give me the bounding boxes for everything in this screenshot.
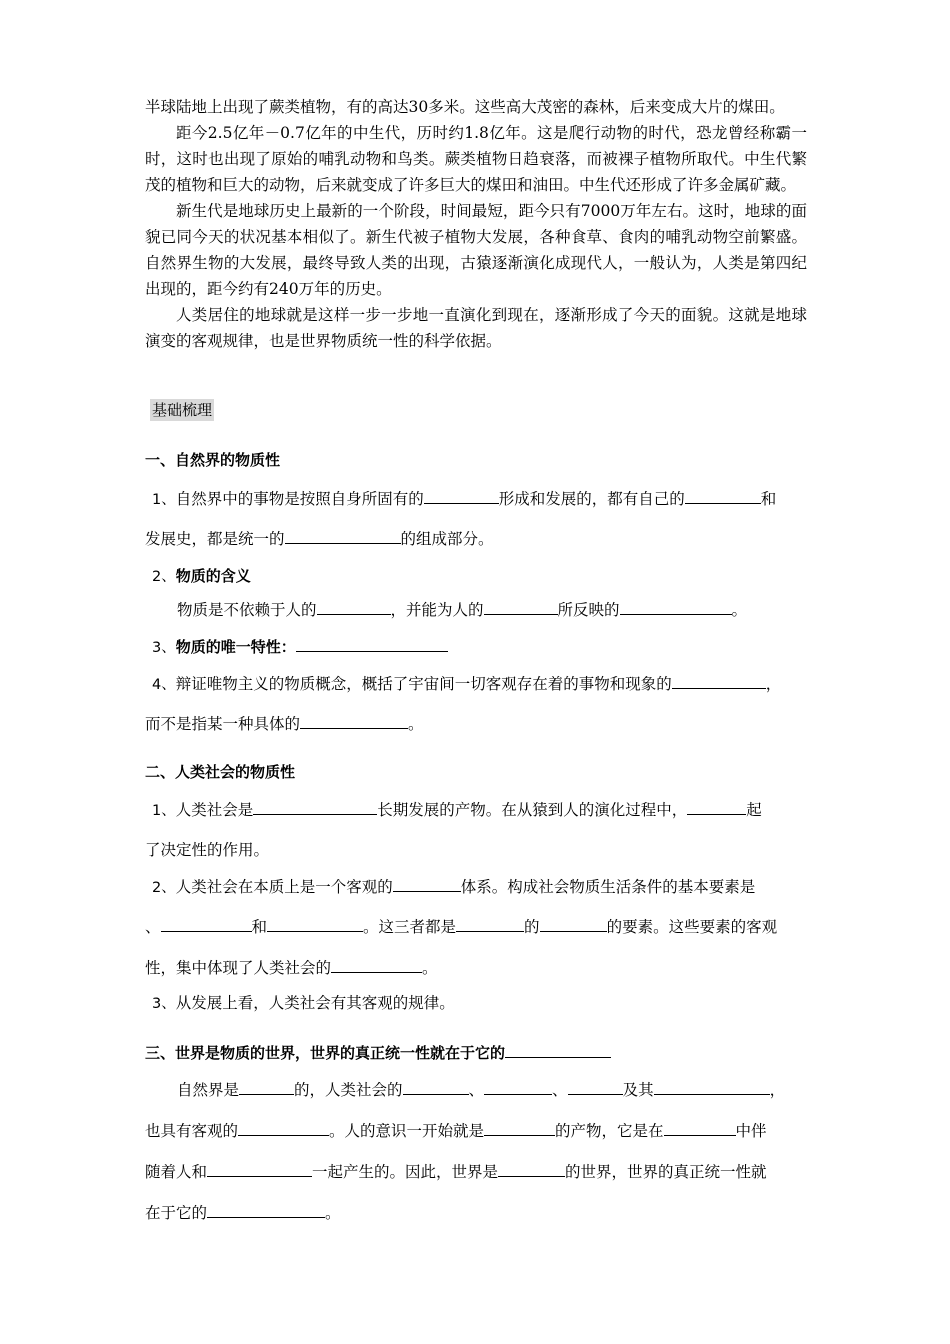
s3-text-1d: 、 <box>552 1081 568 1099</box>
s2-q2-text-g: 的要素。这些要素的客观 <box>606 918 778 936</box>
answer-blank[interactable] <box>654 1077 770 1095</box>
s3-text-4b: 。 <box>325 1204 341 1222</box>
s2-q1-line1 <box>152 797 762 823</box>
answer-blank[interactable] <box>161 914 252 932</box>
s2-q2-text-h: 性，集中体现了人类社会的 <box>145 959 332 977</box>
s1-q2-text-a: 物质是不依赖于人的 <box>177 601 317 619</box>
answer-blank[interactable] <box>239 1077 294 1095</box>
s1-q2-title: 物质的含义 <box>175 567 251 585</box>
s1-q2-line <box>177 597 747 622</box>
s2-q3-line <box>152 991 455 1016</box>
s1-q4-text-b: ， <box>765 675 782 693</box>
s1-q3-line <box>152 634 448 660</box>
s1-q1-text-c: 和 <box>760 490 777 508</box>
s1-q1-number: 1、 <box>152 492 176 508</box>
answer-blank[interactable] <box>207 1200 325 1218</box>
answer-blank[interactable] <box>424 486 499 504</box>
intro-paragraph-4: 人类居住的地球就是这样一步一步地一直演化到现在，逐渐形成了今天的面貌。这就是地球演变的客观规律，也是世界物质统一性的科学依据。 <box>145 306 807 350</box>
s1-q1-line1 <box>152 486 776 512</box>
answer-blank[interactable] <box>484 597 558 615</box>
answer-blank[interactable] <box>267 914 363 932</box>
s2-q2-text-d: 和 <box>251 918 268 936</box>
s3-text-1a: 自然界是 <box>177 1081 240 1099</box>
answer-blank[interactable] <box>403 1077 469 1095</box>
s3-text-3a: 随着人和 <box>145 1163 208 1181</box>
answer-blank[interactable] <box>238 1118 329 1136</box>
answer-blank[interactable] <box>568 1077 623 1095</box>
answer-blank[interactable] <box>300 711 408 729</box>
answer-blank[interactable] <box>296 634 448 652</box>
s2-q1-text-b: 长期发展的产物。在从猿到人的演化过程中， <box>377 801 688 819</box>
answer-blank[interactable] <box>687 797 746 815</box>
answer-blank[interactable] <box>393 874 461 892</box>
s1-q2-title-line <box>152 564 251 589</box>
s1-q3-number: 3、 <box>152 640 176 656</box>
intro-paragraph-1: 半球陆地上出现了蕨类植物，有的高达30多米。这些高大茂密的森林，后来变成大片的煤田。 <box>145 98 785 116</box>
s3-text-2b: 。人的意识一开始就是 <box>329 1122 485 1140</box>
s1-q4-text-c: 而不是指某一种具体的 <box>145 715 301 733</box>
s1-q1-text-d: 发展史，都是统一的 <box>145 530 285 548</box>
answer-blank[interactable] <box>620 597 732 615</box>
s3-text-1f: ， <box>769 1081 786 1099</box>
s3-line2 <box>145 1118 767 1143</box>
s3-text-1c: 、 <box>468 1081 485 1099</box>
s1-q1-text-a: 自然界中的事物是按照自身所固有的 <box>175 490 424 508</box>
s3-text-4a: 在于它的 <box>145 1204 208 1222</box>
s2-q1-text-c: 起 <box>746 801 762 819</box>
s2-q2-number: 2、 <box>152 880 176 896</box>
s1-q2-text-d: 。 <box>731 601 748 619</box>
s1-q4-number: 4、 <box>152 677 176 693</box>
s2-q2-text-i: 。 <box>422 959 438 977</box>
s3-text-3c: 的世界，世界的真正统一性就 <box>565 1163 767 1181</box>
s2-q1-text-a: 人类社会是 <box>175 801 254 819</box>
s1-q2-text-b: ，并能为人的 <box>390 601 484 619</box>
s2-q2-text-c: 、 <box>145 918 161 936</box>
s3-text-1e: 及其 <box>622 1081 654 1099</box>
section-3-heading: 三、世界是物质的世界，世界的真正统一性就在于它的 <box>145 1044 506 1062</box>
answer-blank[interactable] <box>540 914 607 932</box>
answer-blank[interactable] <box>505 1040 611 1058</box>
s1-q4-text-d: 。 <box>408 715 424 733</box>
s3-text-2c: 的产物，它是在 <box>555 1122 664 1140</box>
s2-q2-text-b: 体系。构成社会物质生活条件的基本要素是 <box>460 878 756 896</box>
answer-blank[interactable] <box>317 597 391 615</box>
s1-q2-text-c: 所反映的 <box>557 601 620 619</box>
s3-text-2d: 中伴 <box>735 1122 767 1140</box>
intro-text <box>145 94 807 354</box>
s1-q4-text-a: 辩证唯物主义的物质概念，概括了宇宙间一切客观存在着的事物和现象的 <box>175 675 672 693</box>
s2-q2-line2 <box>145 914 777 939</box>
basic-review-tag: 基础梳理 <box>152 401 213 419</box>
answer-blank[interactable] <box>672 671 766 689</box>
s1-q1-text-e: 的组成部分。 <box>400 530 494 548</box>
s3-line3 <box>145 1159 767 1184</box>
s1-q1-line2 <box>145 526 494 551</box>
s3-text-3b: 一起产生的。因此，世界是 <box>312 1163 499 1181</box>
s2-q2-line3 <box>145 955 438 980</box>
s3-text-2a: 也具有客观的 <box>145 1122 239 1140</box>
section-3-heading-line <box>145 1040 611 1065</box>
s2-q2-text-a: 人类社会在本质上是一个客观的 <box>175 878 393 896</box>
s2-q2-text-e: 。这三者都是 <box>363 918 457 936</box>
answer-blank[interactable] <box>484 1118 555 1136</box>
s3-line1 <box>177 1077 785 1102</box>
answer-blank[interactable] <box>498 1159 565 1177</box>
s3-text-1b: 的，人类社会的 <box>294 1081 403 1099</box>
answer-blank[interactable] <box>331 955 422 973</box>
s2-q2-text-f: 的 <box>524 918 540 936</box>
s3-line4 <box>145 1200 341 1225</box>
answer-blank[interactable] <box>456 914 524 932</box>
section-2-heading: 二、人类社会的物质性 <box>145 763 296 781</box>
answer-blank[interactable] <box>484 1077 552 1095</box>
intro-paragraph-3: 新生代是地球历史上最新的一个阶段，时间最短，距今只有7000万年左右。这时，地球的面貌已同今天的状况基本相似了。新生代被子植物大发展，各种食草、食肉的哺乳动物空前繁盛。自然界生物的大发展，最终导致人类的出现，古猿逐渐演化成现代人，一般认为，人类是第四纪出现的，距今约有240万年的历史。 <box>145 202 807 298</box>
answer-blank[interactable] <box>285 526 401 544</box>
answer-blank[interactable] <box>664 1118 736 1136</box>
answer-blank[interactable] <box>207 1159 312 1177</box>
s2-q1-number: 1、 <box>152 803 176 819</box>
s1-q4-line2 <box>145 711 424 736</box>
s1-q4-line1 <box>152 671 781 697</box>
s2-q3-number: 3、 <box>152 996 176 1012</box>
s1-q1-text-b: 形成和发展的，都有自己的 <box>498 490 685 508</box>
answer-blank[interactable] <box>253 797 377 815</box>
s2-q3-text-a: 从发展上看，人类社会有其客观的规律。 <box>175 994 455 1012</box>
s1-q2-number: 2、 <box>152 569 176 585</box>
intro-paragraph-2: 距今2.5亿年－0.7亿年的中生代，历时约1.8亿年。这是爬行动物的时代，恐龙曾经称霸一时，这时也出现了原始的哺乳动物和鸟类。蕨类植物日趋衰落，而被裸子植物所取代。中生代繁茂的植物和巨大的动物，后来就变成了许多巨大的煤田和油田。中生代还形成了许多金属矿藏。 <box>145 124 807 194</box>
s1-q3-title: 物质的唯一特性： <box>175 638 296 656</box>
s2-q1-line2: 了决定性的作用。 <box>145 841 270 859</box>
answer-blank[interactable] <box>685 486 761 504</box>
s2-q2-line1 <box>152 874 755 900</box>
section-1-heading: 一、自然界的物质性 <box>145 451 281 469</box>
